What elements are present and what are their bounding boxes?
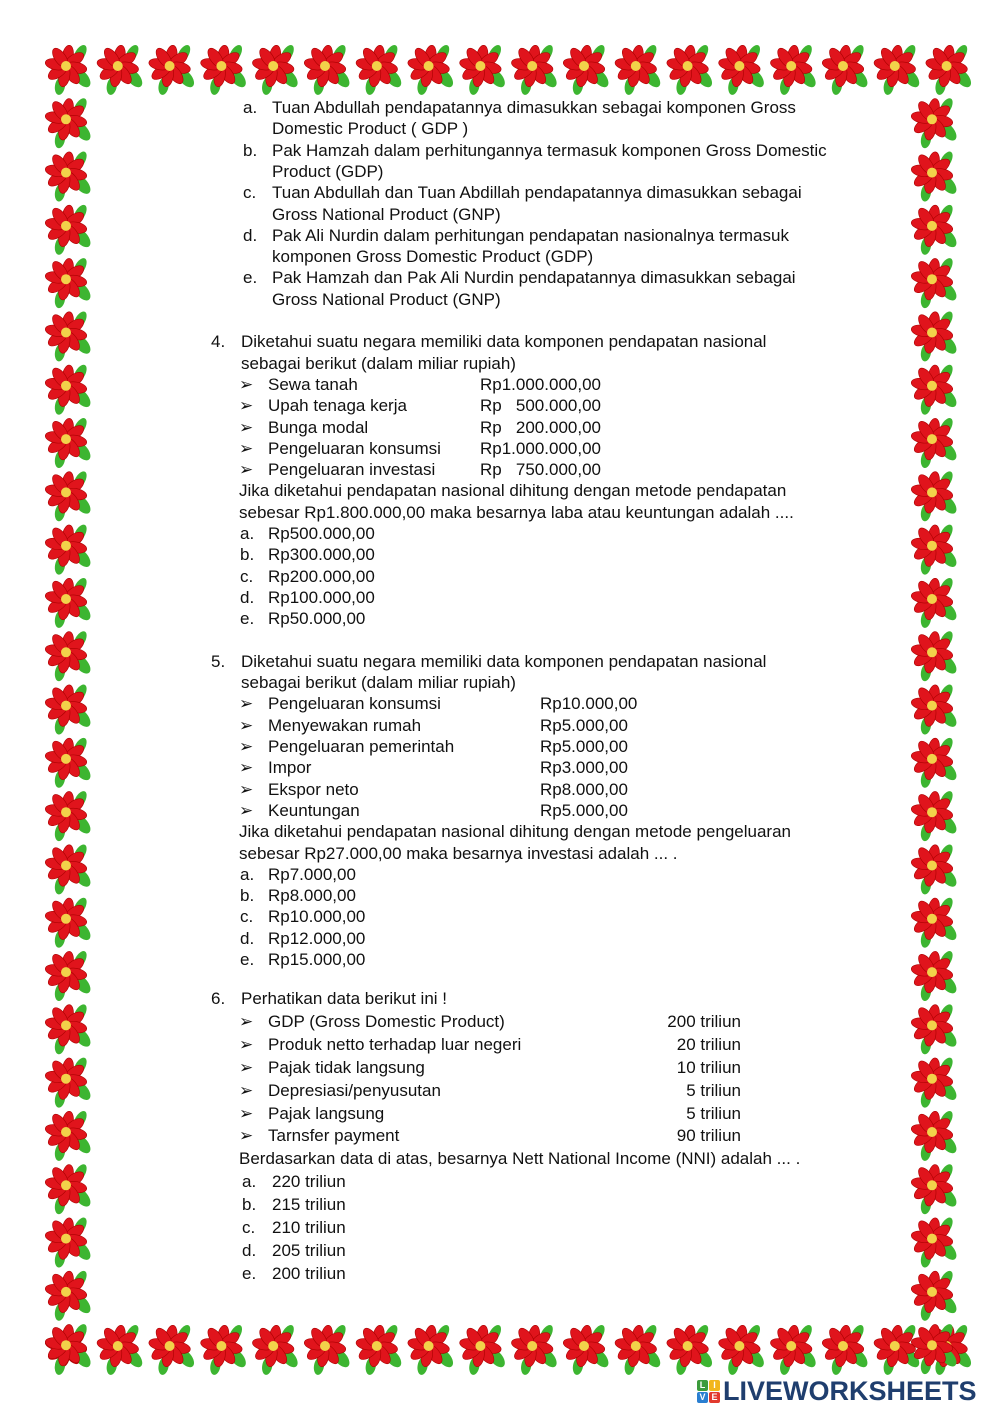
- bullet-icon: ➢: [239, 715, 254, 735]
- data-label: Menyewakan rumah: [268, 715, 422, 735]
- poinsettia-icon: [614, 43, 663, 96]
- poinsettia-icon: [148, 43, 197, 96]
- question-intro: sebagai berikut (dalam miliar rupiah): [241, 353, 516, 373]
- option-letter: d.: [243, 225, 258, 245]
- data-value: Rp1.000.000,00: [480, 374, 601, 394]
- question-text: sebesar Rp1.800.000,00 maka besarnya laba atau keuntungan adalah ....: [239, 502, 794, 522]
- bullet-icon: ➢: [239, 460, 254, 480]
- poinsettia-icon: [562, 43, 611, 96]
- poinsettia-icon: [44, 96, 93, 149]
- option-text: Rp10.000,00: [268, 907, 366, 927]
- bullet-icon: ➢: [239, 1034, 254, 1054]
- poinsettia-icon: [459, 1323, 508, 1376]
- data-label: Depresiasi/penyusutan: [268, 1080, 441, 1100]
- poinsettia-icon: [44, 416, 93, 469]
- option-text: Rp12.000,00: [268, 928, 366, 948]
- bullet-icon: ➢: [239, 800, 254, 820]
- option-text: Domestic Product ( GDP ): [272, 119, 469, 139]
- poinsettia-icon: [407, 43, 456, 96]
- data-label: GDP (Gross Domestic Product): [268, 1011, 505, 1031]
- bullet-icon: ➢: [239, 374, 254, 394]
- data-value: Rp 500.000,00: [480, 396, 601, 416]
- option-letter: e.: [240, 950, 255, 969]
- option-text: Pak Hamzah dan Pak Ali Nurdin pendapatannya dimasukkan sebagai: [272, 268, 796, 288]
- data-value: Rp5.000,00: [540, 715, 628, 735]
- option-text: 215 triliun: [272, 1195, 346, 1215]
- data-label: Tarnsfer payment: [268, 1126, 400, 1146]
- poinsettia-icon: [821, 1323, 870, 1376]
- option-text: Rp7.000,00: [268, 864, 356, 884]
- poinsettia-icon: [44, 363, 93, 416]
- poinsettia-icon: [910, 1322, 959, 1375]
- poinsettia-icon: [303, 1323, 352, 1376]
- bullet-icon: ➢: [239, 1103, 254, 1123]
- poinsettia-icon: [910, 523, 959, 576]
- poinsettia-icon: [910, 1269, 959, 1322]
- poinsettia-icon: [44, 1269, 93, 1322]
- poinsettia-icon: [96, 1323, 145, 1376]
- poinsettia-icon: [44, 1109, 93, 1162]
- option-text: Gross National Product (GNP): [272, 204, 501, 224]
- live-logo-icon: L I V E: [697, 1380, 720, 1403]
- data-label: Sewa tanah: [268, 374, 358, 394]
- option-letter: c.: [240, 566, 254, 586]
- poinsettia-icon: [770, 43, 819, 96]
- question-text: Berdasarkan data di atas, besarnya Nett National Income (NNI) adalah ... .: [239, 1149, 801, 1169]
- option-text: Rp8.000,00: [268, 886, 356, 906]
- data-value: Rp3.000,00: [540, 758, 628, 778]
- option-letter: a.: [240, 864, 255, 884]
- poinsettia-icon: [44, 149, 93, 202]
- option-letter: b.: [240, 545, 255, 565]
- poinsettia-icon: [200, 1323, 249, 1376]
- option-text: Gross National Product (GNP): [272, 289, 501, 309]
- data-value: Rp10.000,00: [540, 694, 638, 714]
- poinsettia-icon: [910, 789, 959, 842]
- data-label: Pengeluaran konsumsi: [268, 438, 441, 458]
- poinsettia-icon: [44, 1056, 93, 1109]
- data-value: 20 triliun: [676, 1034, 741, 1054]
- bullet-icon: ➢: [239, 737, 254, 756]
- option-letter: e.: [240, 609, 255, 629]
- option-text: Tuan Abdullah dan Tuan Abdillah pendapatannya dimasukkan sebagai: [272, 183, 802, 203]
- poinsettia-icon: [200, 43, 249, 96]
- poinsettia-icon: [910, 96, 959, 149]
- data-label: Produk netto terhadap luar negeri: [268, 1034, 522, 1054]
- poinsettia-icon: [910, 576, 959, 629]
- bullet-icon: ➢: [239, 1057, 254, 1077]
- option-letter: e.: [243, 268, 258, 288]
- poinsettia-icon: [252, 1323, 301, 1376]
- poinsettia-icon: [910, 203, 959, 256]
- poinsettia-icon: [44, 949, 93, 1002]
- poinsettia-icon: [511, 43, 560, 96]
- poinsettia-icon: [252, 43, 301, 96]
- data-label: Keuntungan: [268, 800, 360, 820]
- poinsettia-icon: [355, 1323, 404, 1376]
- poinsettia-icon: [44, 789, 93, 842]
- poinsettia-icon: [44, 1002, 93, 1055]
- liveworksheets-logo: [697, 1377, 977, 1405]
- poinsettia-icon: [925, 43, 974, 96]
- poinsettia-icon: [44, 523, 93, 576]
- poinsettia-icon: [44, 682, 93, 735]
- data-label: Pajak tidak langsung: [268, 1057, 425, 1077]
- data-value: 5 triliun: [686, 1103, 741, 1123]
- option-text: komponen Gross Domestic Product (GDP): [272, 247, 594, 267]
- poinsettia-icon: [44, 203, 93, 256]
- poinsettia-icon: [910, 896, 959, 949]
- option-text: Rp50.000,00: [268, 609, 366, 629]
- logo-text: LIVEWORKSHEETS: [723, 1375, 977, 1406]
- poinsettia-icon: [910, 416, 959, 469]
- question-number: 5.: [211, 651, 226, 671]
- option-letter: c.: [242, 1218, 256, 1237]
- poinsettia-icon: [511, 1323, 560, 1376]
- option-letter: c.: [240, 907, 254, 927]
- poinsettia-icon: [614, 1323, 663, 1376]
- data-label: Pengeluaran konsumsi: [268, 694, 441, 714]
- option-letter: d.: [240, 928, 255, 948]
- question-number: 6.: [211, 989, 226, 1008]
- data-label: Upah tenaga kerja: [268, 396, 407, 416]
- poinsettia-icon: [459, 43, 508, 96]
- poinsettia-icon: [44, 43, 93, 96]
- poinsettia-icon: [355, 43, 404, 96]
- poinsettia-icon: [44, 629, 93, 682]
- option-text: 205 triliun: [272, 1240, 346, 1260]
- option-text: 210 triliun: [272, 1218, 346, 1237]
- bullet-icon: ➢: [239, 758, 254, 778]
- data-value: 10 triliun: [676, 1057, 741, 1077]
- question-intro: sebagai berikut (dalam miliar rupiah): [241, 673, 516, 693]
- poinsettia-icon: [910, 736, 959, 789]
- option-text: Product (GDP): [272, 161, 384, 181]
- data-value: 200 triliun: [667, 1011, 741, 1031]
- option-letter: e.: [242, 1263, 257, 1283]
- bullet-icon: ➢: [239, 396, 254, 416]
- bullet-icon: ➢: [239, 1011, 254, 1031]
- poinsettia-icon: [910, 949, 959, 1002]
- poinsettia-icon: [910, 469, 959, 522]
- question-intro: Perhatikan data berikut ini !: [241, 989, 448, 1008]
- option-text: 200 triliun: [272, 1263, 346, 1283]
- data-label: Pengeluaran pemerintah: [268, 737, 455, 756]
- poinsettia-icon: [821, 43, 870, 96]
- data-label: Bunga modal: [268, 417, 369, 437]
- poinsettia-icon: [910, 842, 959, 895]
- data-value: Rp5.000,00: [540, 800, 628, 820]
- bullet-icon: ➢: [239, 694, 254, 714]
- option-letter: a.: [243, 98, 258, 117]
- data-value: Rp5.000,00: [540, 737, 628, 756]
- poinsettia-icon: [666, 1323, 715, 1376]
- poinsettia-icon: [910, 149, 959, 202]
- option-text: Rp500.000,00: [268, 524, 375, 543]
- bullet-icon: ➢: [239, 1126, 254, 1146]
- poinsettia-icon: [44, 736, 93, 789]
- option-letter: a.: [242, 1172, 257, 1192]
- poinsettia-icon: [148, 1323, 197, 1376]
- data-label: Pajak langsung: [268, 1103, 385, 1123]
- poinsettia-icon: [44, 896, 93, 949]
- poinsettia-icon: [718, 1323, 767, 1376]
- bullet-icon: ➢: [239, 1080, 254, 1100]
- poinsettia-icon: [44, 842, 93, 895]
- option-letter: b.: [242, 1195, 257, 1215]
- question-text: Jika diketahui pendapatan nasional dihitung dengan metode pendapatan: [239, 481, 787, 501]
- poinsettia-icon: [873, 1323, 922, 1376]
- poinsettia-icon: [407, 1323, 456, 1376]
- data-value: Rp1.000.000,00: [480, 438, 601, 458]
- poinsettia-icon: [44, 1215, 93, 1268]
- poinsettia-icon: [910, 309, 959, 362]
- option-text: Tuan Abdullah pendapatannya dimasukkan sebagai komponen Gross: [272, 98, 796, 117]
- data-value: Rp 200.000,00: [480, 417, 601, 437]
- option-letter: a.: [240, 524, 255, 543]
- option-text: 220 triliun: [272, 1172, 346, 1192]
- poinsettia-icon: [44, 1162, 93, 1215]
- poinsettia-icon: [910, 629, 959, 682]
- poinsettia-icon: [666, 43, 715, 96]
- option-text: Rp200.000,00: [268, 566, 375, 586]
- option-letter: b.: [240, 886, 255, 906]
- poinsettia-icon: [910, 256, 959, 309]
- poinsettia-icon: [910, 363, 959, 416]
- question-number: 4.: [211, 332, 226, 352]
- poinsettia-icon: [910, 1002, 959, 1055]
- bullet-icon: ➢: [239, 779, 254, 799]
- bullet-icon: ➢: [239, 438, 254, 458]
- poinsettia-icon: [44, 309, 93, 362]
- option-letter: d.: [242, 1240, 257, 1260]
- poinsettia-icon: [910, 1215, 959, 1268]
- poinsettia-icon: [910, 682, 959, 735]
- data-value: Rp8.000,00: [540, 779, 628, 799]
- bullet-icon: ➢: [239, 417, 254, 437]
- option-letter: d.: [240, 587, 255, 607]
- data-label: Ekspor neto: [268, 779, 359, 799]
- poinsettia-icon: [910, 1109, 959, 1162]
- data-value: 5 triliun: [686, 1080, 741, 1100]
- poinsettia-icon: [96, 43, 145, 96]
- question-text: Jika diketahui pendapatan nasional dihitung dengan metode pengeluaran: [239, 822, 791, 842]
- option-letter: b.: [243, 140, 258, 160]
- option-text: Rp15.000,00: [268, 950, 366, 969]
- poinsettia-icon: [44, 256, 93, 309]
- option-text: Pak Ali Nurdin dalam perhitungan pendapatan nasionalnya termasuk: [272, 225, 789, 245]
- option-text: Rp300.000,00: [268, 545, 375, 565]
- poinsettia-icon: [910, 1056, 959, 1109]
- data-value: Rp 750.000,00: [480, 460, 601, 480]
- question-intro: Diketahui suatu negara memiliki data komponen pendapatan nasional: [241, 651, 767, 671]
- poinsettia-icon: [44, 576, 93, 629]
- poinsettia-icon: [770, 1323, 819, 1376]
- question-intro: Diketahui suatu negara memiliki data komponen pendapatan nasional: [241, 332, 767, 352]
- option-letter: c.: [243, 183, 257, 203]
- option-text: Rp100.000,00: [268, 587, 375, 607]
- data-value: 90 triliun: [676, 1126, 741, 1146]
- option-text: Pak Hamzah dalam perhitungannya termasuk komponen Gross Domestic: [272, 140, 827, 160]
- poinsettia-icon: [562, 1323, 611, 1376]
- data-label: Pengeluaran investasi: [268, 460, 436, 480]
- question-text: sebesar Rp27.000,00 maka besarnya investasi adalah ... .: [239, 843, 678, 863]
- data-label: Impor: [268, 758, 312, 778]
- poinsettia-icon: [303, 43, 352, 96]
- poinsettia-icon: [44, 469, 93, 522]
- poinsettia-icon: [910, 1162, 959, 1215]
- poinsettia-icon: [873, 43, 922, 96]
- poinsettia-icon: [718, 43, 767, 96]
